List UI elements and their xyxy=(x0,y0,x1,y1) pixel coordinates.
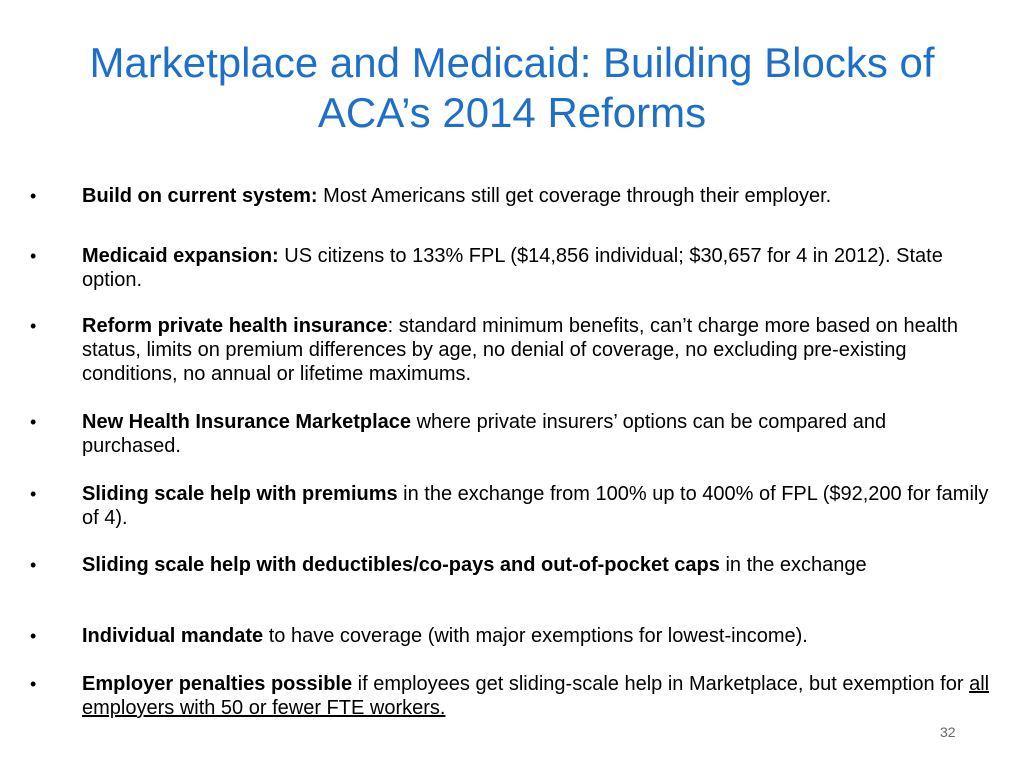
title-line-2: ACA’s 2014 Reforms xyxy=(317,89,707,136)
bullet-bold: Sliding scale help with premiums xyxy=(82,483,398,505)
bullet-item-medicaid-expansion xyxy=(30,244,990,292)
bullet-text: Most Americans still get coverage through their employer. xyxy=(317,185,832,207)
bullet-dot: • xyxy=(30,186,37,206)
bullet-text: if employees get sliding-scale help in Marketplace, but exemption for xyxy=(352,673,970,695)
bullet-item-employer-penalties xyxy=(30,672,990,720)
bullet-item-build-current-system xyxy=(30,184,990,208)
bullet-text: : standard minimum benefits, can’t charge more based on health status, limits on premium differences by age, no denial of coverage, no excluding pre-existing conditions, no annual or lifetime maximums. xyxy=(82,315,958,385)
bullet-bold: Sliding scale help with deductibles/co-pays and out-of-pocket caps xyxy=(82,554,720,576)
bullet-bold: Employer penalties possible xyxy=(82,673,353,695)
bullet-text: in the exchange from 100% up to 400% of FPL ($92,200 for family of 4). xyxy=(82,483,989,529)
bullet-dot: • xyxy=(30,626,37,646)
bullet-dot: • xyxy=(30,246,37,266)
bullet-item-individual-mandate xyxy=(30,624,990,648)
bullet-item-premium-help xyxy=(30,482,990,530)
bullet-bold: Reform private health insurance xyxy=(82,315,388,337)
bullet-text: US citizens to 133% FPL ($14,856 individual; $30,657 for 4 in 2012). State option. xyxy=(82,245,943,291)
bullet-bold: Medicaid expansion: xyxy=(82,245,279,267)
bullet-bold: New Health Insurance Marketplace xyxy=(82,411,412,433)
bullet-text: in the exchange xyxy=(719,554,867,576)
bullet-item-marketplace xyxy=(30,410,990,458)
bullet-dot: • xyxy=(30,674,37,694)
bullet-bold: Build on current system: xyxy=(82,185,318,207)
bullet-item-reform-private-insurance xyxy=(30,314,990,386)
title-line-1: Marketplace and Medicaid: Building Blocks of xyxy=(89,39,935,86)
bullet-dot: • xyxy=(30,555,37,575)
bullet-text: to have coverage (with major exemptions for lowest-income). xyxy=(263,625,808,647)
bullet-item-deductible-help xyxy=(30,553,990,577)
bullet-dot: • xyxy=(30,412,37,432)
page-number: 32 xyxy=(940,724,956,740)
bullet-bold: Individual mandate xyxy=(82,625,264,647)
bullet-text: where private insurers’ options can be compared and purchased. xyxy=(82,411,887,457)
bullet-dot: • xyxy=(30,316,37,336)
bullet-underlined-text: all employers with 50 or fewer FTE workers. xyxy=(82,673,990,719)
bullet-dot: • xyxy=(30,484,37,504)
